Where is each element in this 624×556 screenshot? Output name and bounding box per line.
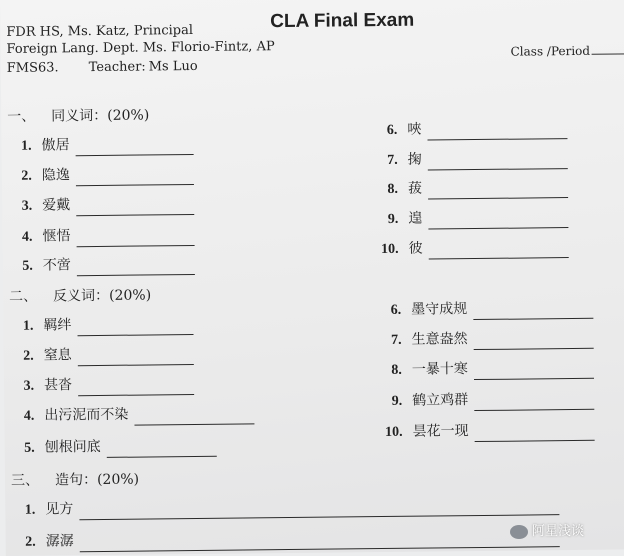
- antonym-item-10: [372, 420, 594, 442]
- section-title: 反义词：(20%): [53, 287, 152, 305]
- item-word: 彼: [408, 240, 423, 257]
- course-code: FMS63.: [6, 60, 59, 76]
- answer-blank[interactable]: [427, 126, 567, 140]
- item-word: 菝: [407, 180, 423, 197]
- item-word: 刨根问底: [44, 438, 101, 456]
- item-word: 唊: [407, 121, 422, 138]
- item-word: 生意盎然: [411, 331, 468, 348]
- item-number: 8.: [387, 181, 399, 197]
- antonym-item-8: [372, 358, 594, 380]
- antonym-item-9: [372, 389, 594, 411]
- item-number: 6.: [386, 122, 398, 138]
- class-period-field: [510, 43, 624, 58]
- item-word: 鹤立鸡群: [412, 392, 469, 409]
- synonym-item-6: [367, 118, 567, 140]
- antonym-item-2: [4, 344, 194, 366]
- section-title: 造句：(20%): [54, 471, 140, 489]
- answer-blank[interactable]: [76, 142, 194, 156]
- teacher-name: Ms Luo: [148, 58, 198, 75]
- item-word: 爱戴: [42, 197, 71, 214]
- class-period-label: Class /Period: [510, 43, 591, 59]
- answer-blank[interactable]: [474, 397, 594, 411]
- answer-blank[interactable]: [474, 366, 594, 380]
- watermark: [510, 520, 584, 539]
- item-word: 羁绊: [43, 317, 72, 334]
- answer-blank[interactable]: [78, 382, 194, 396]
- section-number: 一、: [7, 108, 36, 125]
- item-number: 2.: [25, 534, 36, 550]
- answer-blank[interactable]: [107, 444, 217, 458]
- item-number: 7.: [387, 152, 398, 168]
- antonym-item-1: [3, 314, 193, 336]
- item-number: 3.: [21, 198, 33, 214]
- item-number: 9.: [391, 393, 403, 409]
- item-word: 隐逸: [41, 167, 70, 184]
- teacher-label: Teacher:: [88, 59, 146, 76]
- answer-blank[interactable]: [428, 215, 568, 229]
- item-number: 10.: [384, 424, 403, 440]
- item-number: 7.: [391, 332, 402, 348]
- answer-blank[interactable]: [473, 306, 593, 320]
- synonym-item-10: [369, 237, 569, 259]
- answer-blank[interactable]: [80, 534, 560, 552]
- synonym-item-4: [2, 225, 194, 247]
- item-word: 墨守成规: [411, 301, 468, 318]
- synonym-item-7: [368, 148, 568, 170]
- item-word: 遑: [408, 210, 423, 227]
- answer-blank[interactable]: [428, 156, 568, 170]
- synonym-item-9: [368, 207, 568, 229]
- synonym-item-2: [2, 164, 194, 186]
- answer-blank[interactable]: [475, 428, 595, 442]
- exam-title: CLA Final Exam: [270, 9, 415, 33]
- item-word: 掬: [407, 151, 422, 168]
- answer-blank[interactable]: [76, 202, 194, 216]
- answer-blank[interactable]: [429, 245, 569, 259]
- section-number: 二、: [9, 288, 38, 305]
- department-line: Foreign Lang. Dept. Ms. Florio-Fintz, AP: [6, 39, 275, 57]
- item-number: 2.: [21, 168, 32, 184]
- antonym-item-5: [5, 436, 217, 458]
- answer-blank[interactable]: [77, 322, 193, 336]
- item-number: 2.: [23, 348, 34, 364]
- section-antonyms-heading: [9, 284, 151, 305]
- antonym-item-7: [371, 328, 593, 350]
- synonym-item-5: [3, 254, 195, 276]
- item-number: 1.: [24, 502, 36, 518]
- item-word: 昙花一现: [412, 423, 469, 440]
- antonym-item-6: [371, 298, 593, 320]
- answer-blank[interactable]: [77, 262, 195, 276]
- section-number: 三、: [10, 472, 40, 489]
- wechat-icon: [510, 525, 528, 539]
- item-word: 潺潺: [45, 533, 74, 550]
- item-number: 4.: [23, 408, 35, 424]
- class-period-blank: [592, 53, 624, 54]
- section-sentences-heading: [11, 469, 139, 490]
- item-number: 1.: [22, 318, 34, 334]
- antonym-item-4: [4, 403, 254, 426]
- item-word: 窒息: [43, 347, 72, 364]
- item-word: 不啻: [42, 257, 71, 274]
- item-number: 1.: [20, 138, 32, 154]
- item-word: 甚沓: [43, 377, 73, 394]
- answer-blank[interactable]: [79, 502, 559, 520]
- answer-blank[interactable]: [134, 411, 254, 425]
- synonym-item-8: [368, 177, 568, 199]
- item-number: 9.: [387, 211, 399, 227]
- item-word: 一暴十寒: [411, 361, 468, 378]
- school-principal-line: FDR HS, Ms. Katz, Principal: [6, 22, 194, 40]
- item-number: 5.: [24, 440, 35, 456]
- antonym-item-3: [4, 374, 194, 396]
- answer-blank[interactable]: [76, 233, 194, 247]
- item-number: 3.: [23, 378, 35, 394]
- item-word: 傲居: [41, 137, 70, 154]
- watermark-text: 阿星浅谈: [532, 524, 585, 539]
- section-synonyms-heading: [7, 104, 149, 125]
- item-number: 4.: [21, 229, 33, 245]
- answer-blank[interactable]: [76, 172, 194, 186]
- synonym-item-3: [2, 194, 194, 216]
- item-word: 惬悟: [42, 228, 71, 245]
- item-number: 10.: [381, 241, 399, 258]
- item-word: 出污泥而不染: [44, 406, 129, 424]
- section-title: 同义词：(20%): [51, 107, 150, 125]
- item-word: 见方: [45, 501, 74, 518]
- answer-blank[interactable]: [78, 352, 194, 366]
- sentence-item-2: [6, 526, 560, 552]
- answer-blank[interactable]: [474, 336, 594, 350]
- synonym-item-1: [1, 134, 193, 156]
- item-number: 6.: [390, 302, 402, 318]
- item-number: 5.: [22, 258, 33, 274]
- answer-blank[interactable]: [428, 185, 568, 199]
- item-number: 8.: [391, 362, 402, 378]
- sentence-item-1: [5, 494, 559, 520]
